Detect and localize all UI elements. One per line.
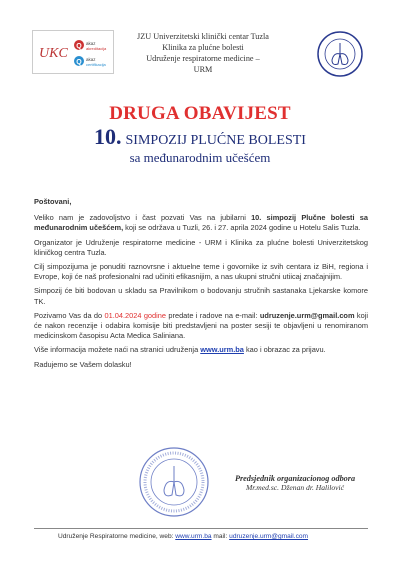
submission-text-3: koji će nakon recenzije i odabira komisije biti predstavljeni na poster sesiji te objavljeni u renomiranom medicinskom časopisu Acta Medica Saliniana. <box>34 310 368 341</box>
signature-name: Mr.med.sc. Dženan dr. Halilović <box>245 483 345 492</box>
notice-title: DRUGA OBAVIJEST <box>109 103 291 124</box>
invitation-details: koji se održava u Tuzli, 26. i 27. aprila 2024 godine u Hotelu Salis Tuzla. <box>123 223 361 233</box>
footer <box>58 533 358 540</box>
event-subtitle: sa međunarodnim učešćem <box>129 150 271 165</box>
footer-mail-link[interactable]: udruzenje.urm@gmail.com <box>229 533 309 540</box>
institution-header <box>118 31 288 75</box>
footer-text: Udruženje Respiratorne medicine, web: <box>58 533 176 540</box>
svg-text:akaz: akaz <box>86 41 96 46</box>
institution-line-3: Udruženje respiratorne medicine – <box>146 54 260 63</box>
submission-email[interactable]: udruzenje.urm@gmail.com <box>259 310 355 320</box>
website-link[interactable]: www.urm.ba <box>200 345 244 355</box>
more-info-text-2: kao i obrazac za prijavu. <box>243 345 326 355</box>
invitation-event-name: 10. simpozij Plučne bolesti sa međunarodnim učešćem, <box>34 213 368 233</box>
institution-line-1: JZU Univerzitetski klinički centar Tuzla <box>137 32 269 41</box>
svg-text:akaz: akaz <box>86 57 96 62</box>
paragraph-invitation <box>34 213 368 233</box>
institution-line-2: Klinika za plućne bolesti <box>162 43 244 52</box>
event-title <box>0 124 400 150</box>
paragraph-goal: Cilj simpozijuma je ponuditi raznovrsne i aktuelne teme i govornike iz svih centara iz BiH, regiona i Evrope, koji će naš profesionalni rad učiniti efikasnijim, a nas ukupni stručni utiicaj značajnijim. <box>34 262 368 282</box>
paragraph-accreditation: Simpozij će biti bodovan u skladu sa Pravilnikom o bodovanju stručnih sastanaka Ljekarske komore TK. <box>34 286 368 306</box>
urm-seal-logo <box>316 30 364 78</box>
signature-title: Predsjednik organizacionog odbora <box>234 474 356 483</box>
signature-block <box>220 474 370 492</box>
svg-text:certifikacija: certifikacija <box>86 62 106 67</box>
event-name: SIMPOZIJ PLUĆNE BOLESTI <box>125 133 306 148</box>
salutation: Poštovani, <box>34 197 72 206</box>
svg-text:akreditacija: akreditacija <box>86 46 107 51</box>
event-edition-number: 10. <box>94 124 122 149</box>
submission-text: Pozivamo Vas da do <box>34 310 105 320</box>
more-info-text: Više informacija možete naći na stranici udruženja <box>34 345 201 355</box>
svg-text:UKC: UKC <box>39 46 68 61</box>
association-stamp <box>138 446 210 518</box>
invitation-text: Veliko nam je zadovoljstvo i čast pozvati Vas na jubilarni <box>34 213 252 223</box>
paragraph-organizer: Organizator je Udruženje respiratorne medicine - URM i Klinika za plućne bolesti Univerzitetskog kliničkog centra Tuzla. <box>34 237 368 257</box>
footer-web-link[interactable]: www.urm.ba <box>175 533 212 540</box>
paragraph-closing: Radujemo se Vašem dolasku! <box>34 359 132 369</box>
institution-line-4: URM <box>193 65 213 74</box>
hospital-logo <box>32 30 114 74</box>
footer-mail-label: mail: <box>211 533 230 540</box>
paragraph-submission <box>34 311 368 342</box>
footer-divider <box>34 528 368 529</box>
submission-deadline: 01.04.2024 godine <box>104 310 167 320</box>
letter-body <box>34 197 368 374</box>
submission-text-2: predate i radove na e-mail: <box>166 310 260 320</box>
paragraph-more-info <box>34 345 368 355</box>
svg-text:Q: Q <box>76 43 82 50</box>
svg-text:Q: Q <box>76 59 82 66</box>
